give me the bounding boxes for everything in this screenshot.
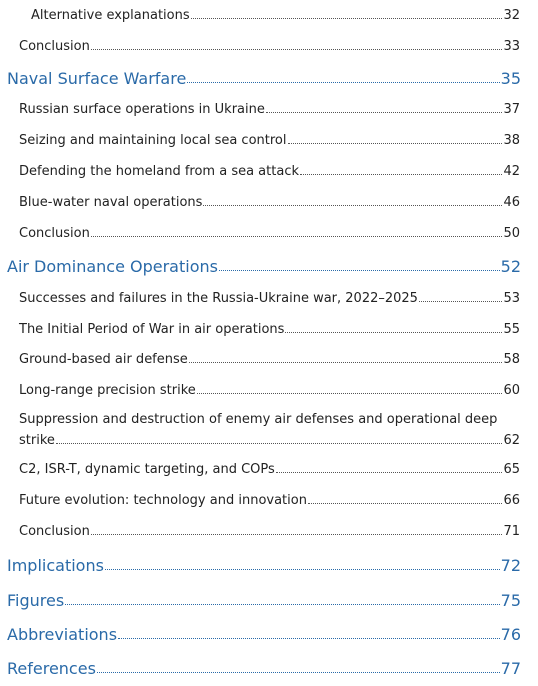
toc-entry-page: 46 <box>503 195 520 210</box>
toc-entry-page: 55 <box>503 322 520 337</box>
toc-entry-blue-water-naval-operations[interactable] <box>19 192 520 210</box>
toc-entry-successes-and-failures[interactable] <box>19 288 520 306</box>
toc-entry-title: Conclusion <box>19 39 90 54</box>
toc-entry-page: 62 <box>503 433 520 448</box>
toc-entry-page: 50 <box>503 226 520 241</box>
toc-entry-title: C2, ISR-T, dynamic targeting, and COPs <box>19 462 275 477</box>
toc-chapter-title: Implications <box>7 556 104 575</box>
toc-entry-page: 33 <box>503 39 520 54</box>
toc-entry-defending-homeland[interactable] <box>19 161 520 179</box>
toc-chapter-naval-surface-warfare[interactable] <box>7 66 521 88</box>
toc-chapter-page: 76 <box>500 625 521 644</box>
toc-entry-title: Long-range precision strike <box>19 383 196 398</box>
toc-entry-title: Alternative explanations <box>31 8 190 23</box>
toc-entry-title: Future evolution: technology and innovation <box>19 493 307 508</box>
dot-leader <box>197 393 503 394</box>
dot-leader <box>91 49 503 50</box>
toc-chapter-abbreviations[interactable] <box>7 622 521 644</box>
dot-leader <box>285 332 502 333</box>
toc-entry-page: 66 <box>503 493 520 508</box>
toc-chapter-page: 75 <box>500 591 521 610</box>
dot-leader <box>187 82 499 83</box>
toc-chapter-title: References <box>7 659 96 678</box>
toc-entry-russian-surface-operations[interactable] <box>19 99 520 117</box>
dot-leader <box>105 569 500 570</box>
toc-entry-title-continued: strike <box>19 433 55 448</box>
toc-entry-title: Conclusion <box>19 524 90 539</box>
toc-entry-title: Conclusion <box>19 226 90 241</box>
dot-leader <box>91 236 503 237</box>
toc-entry-conclusion-3[interactable] <box>19 521 520 539</box>
dot-leader <box>203 205 502 206</box>
toc-entry-conclusion-2[interactable] <box>19 223 520 241</box>
toc-entry-title: Seizing and maintaining local sea control <box>19 133 287 148</box>
dot-leader <box>288 143 503 144</box>
toc-chapter-title: Figures <box>7 591 65 610</box>
dot-leader <box>65 604 499 605</box>
dot-leader <box>266 112 503 113</box>
toc-entry-title: Ground-based air defense <box>19 352 188 367</box>
toc-chapter-page: 35 <box>500 69 521 88</box>
toc-entry-page: 42 <box>503 164 520 179</box>
toc-entry-page: 37 <box>503 102 520 117</box>
dot-leader <box>97 672 500 673</box>
toc-entry-title: Successes and failures in the Russia-Ukraine war, 2022–2025 <box>19 291 418 306</box>
toc-entry-c2-isr-t[interactable] <box>19 459 520 477</box>
toc-entry-title: Defending the homeland from a sea attack <box>19 164 299 179</box>
toc-chapter-page: 77 <box>500 659 521 678</box>
toc-entry-page: 53 <box>503 291 520 306</box>
toc-entry-title: Blue-water naval operations <box>19 195 203 210</box>
dot-leader <box>91 534 503 535</box>
toc-entry-suppression-and-destruction[interactable] <box>19 412 520 448</box>
dot-leader <box>189 362 503 363</box>
toc-entry-page: 60 <box>503 383 520 398</box>
toc-entry-page: 71 <box>503 524 520 539</box>
toc-entry-future-evolution[interactable] <box>19 490 520 508</box>
toc-entry-alternative-explanations[interactable] <box>31 5 520 23</box>
toc-entry-page: 65 <box>503 462 520 477</box>
toc-chapter-page: 52 <box>500 257 521 276</box>
toc-chapter-title: Naval Surface Warfare <box>7 69 187 88</box>
toc-entry-page: 38 <box>503 133 520 148</box>
toc-entry-title: The Initial Period of War in air operations <box>19 322 285 337</box>
dot-leader <box>308 503 502 504</box>
toc-chapter-figures[interactable] <box>7 588 521 610</box>
dot-leader <box>56 443 503 444</box>
toc-entry-ground-based-air-defense[interactable] <box>19 349 520 367</box>
toc-chapter-air-dominance-operations[interactable] <box>7 254 521 276</box>
dot-leader <box>118 638 500 639</box>
dot-leader <box>276 472 503 473</box>
dot-leader <box>191 18 503 19</box>
toc-chapter-title: Air Dominance Operations <box>7 257 218 276</box>
dot-leader <box>300 174 502 175</box>
toc-chapter-implications[interactable] <box>7 553 521 575</box>
toc-entry-title: Russian surface operations in Ukraine <box>19 102 265 117</box>
toc-entry-page: 58 <box>503 352 520 367</box>
dot-leader <box>219 270 500 271</box>
dot-leader <box>419 301 502 302</box>
toc-chapter-references[interactable] <box>7 656 521 678</box>
toc-chapter-title: Abbreviations <box>7 625 118 644</box>
toc-entry-page: 32 <box>503 8 520 23</box>
toc-entry-initial-period-of-war[interactable] <box>19 319 520 337</box>
toc-entry-seizing-local-sea-control[interactable] <box>19 130 520 148</box>
toc-entry-conclusion-1[interactable] <box>19 36 520 54</box>
toc-entry-title: Suppression and destruction of enemy air defenses and operational deep <box>19 412 498 427</box>
toc-entry-long-range-precision-strike[interactable] <box>19 380 520 398</box>
toc-chapter-page: 72 <box>500 556 521 575</box>
